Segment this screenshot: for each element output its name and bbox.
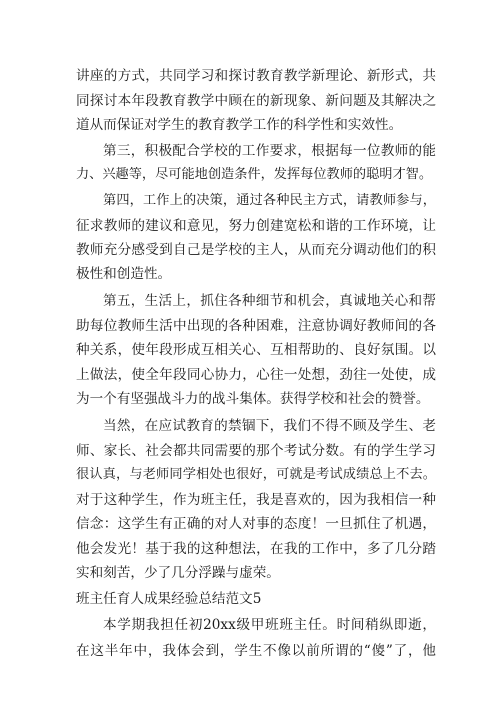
text-line: 种关系，使年段形成互相关心、互相帮助的、良好氛围。以 (76, 342, 436, 358)
text-line: 同探讨本年段教育教学中顾在的新现象、新问题及其解决之 (76, 93, 436, 109)
text-line: 对于这种学生，作为班主任，我是喜欢的，因为我相信一种 (76, 492, 436, 508)
text-line: 很认真，与老师同学相处也很好，可就是考试成绩总上不去。 (76, 467, 436, 482)
paragraph-first-line: 第三，积极配合学校的工作要求，根据每一位教师的能 (103, 143, 436, 159)
text-line: 极性和创造性。 (76, 266, 172, 282)
text-line: 道从而保证对学生的教育教学工作的科学性和实效性。 (76, 117, 403, 133)
text-line: 信念：这学生有正确的对人对事的态度！一旦抓住了机遇， (76, 516, 436, 532)
text-line: 他会发光！基于我的这种想法，在我的工作中，多了几分踏 (76, 541, 436, 557)
section-heading: 班主任育人成果经验总结范文5 (76, 591, 262, 607)
text-line: 助每位教师生活中出现的各种困难，注意协调好教师间的各 (76, 318, 436, 334)
paragraph-first-line: 当然，在应试教育的禁锢下，我们不得不顾及学生、老 (103, 418, 436, 434)
text-line: 讲座的方式，共同学习和探讨教育教学新理论、新形式，共 (76, 68, 436, 84)
text-line: 力、兴趣等，尽可能地创造条件，发挥每位教师的聪明才智。 (76, 167, 433, 182)
paragraph-first-line: 本学期我担任初20xx级甲班班主任。时间稍纵即逝， (103, 617, 436, 633)
text-line: 为一个有坚强战斗力的战斗集体。获得学校和社会的赞誉。 (76, 391, 430, 407)
text-line: 上做法，使全年段同心协力，心往一处想，劲往一处使，成 (76, 367, 436, 383)
paragraph-first-line: 第四，工作上的决策，通过各种民主方式，请教师参与， (103, 193, 436, 208)
paragraph-first-line: 第五，生活上，抓住各种细节和机会，真诚地关心和帮 (103, 293, 436, 309)
text-line: 教师充分感受到自己是学校的主人，从而充分调动他们的积 (76, 242, 436, 258)
text-line: 征求教师的建议和意见，努力创建宽松和谐的工作环境，让 (76, 218, 436, 234)
text-line: 师、家长、社会都共同需要的那个考试分数。有的学生学习 (76, 443, 436, 459)
text-line: 实和刻苦，少了几分浮躁与虚荣。 (76, 565, 280, 581)
text-line: 在这半年中，我体会到，学生不像以前所谓的“傻”了，他 (76, 643, 436, 659)
